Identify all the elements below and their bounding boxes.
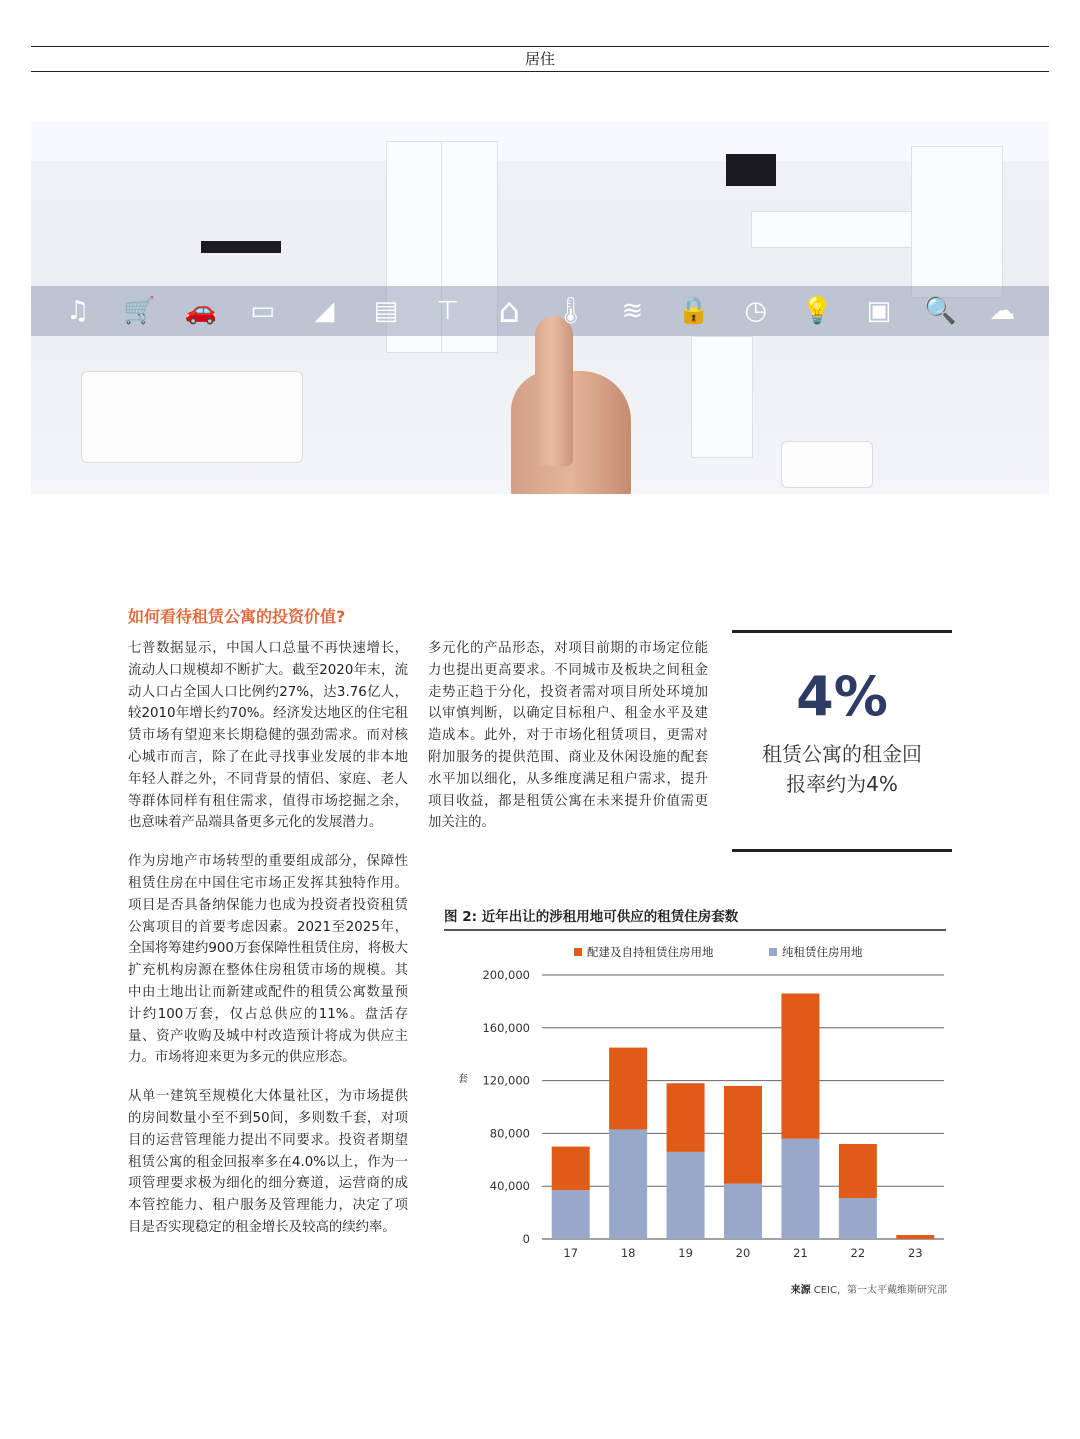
y-tick-label: 80,000 [489,1126,530,1141]
section-title: 居住 [524,50,555,68]
legend-swatch [574,948,582,956]
hero-cabinet [751,211,933,248]
x-tick-label: 17 [563,1246,579,1260]
bar-segment [724,1184,762,1239]
film-icon: ▤ [373,296,399,326]
stat-callout [732,630,952,852]
figure-source [791,1281,947,1296]
faucet-icon: ⊤ [436,296,459,326]
source-label: 来源 [790,1285,811,1296]
washer-icon: ▣ [866,296,892,326]
figure-rule [444,929,946,931]
camera-icon: ◢ [314,296,335,326]
stat-caption [732,739,952,799]
x-tick-label: 22 [850,1246,866,1260]
article-column-2 [428,638,708,851]
x-tick-label: 21 [793,1246,808,1260]
x-tick-label: 20 [735,1246,751,1260]
figure-title: 图 2: 近年出让的涉租用地可供应的租赁住房套数 [444,909,739,925]
paragraph: 作为房地产市场转型的重要组成部分，保障性租赁住房在中国住宅市场正发挥其独特作用。项目是否具备纳保能力也成为投资者投资租赁公寓项目的首要考虑因素。2021至2025年，全国将筹建约900万套保障性租赁住房，将极大扩充机构房源在整体住房租赁市场的规模。其中由土地出让而新建或配件的租赁公寓数量预计约100万套，仅占总供应的11%。盘活存量、资产收购及城中村改造预计将成为供应主力。市场将迎来更为多元的供应形态。 [128,854,408,1066]
y-tick-label: 160,000 [482,1020,530,1035]
stat-value: 4% [796,665,888,728]
x-tick-label: 23 [907,1246,923,1260]
y-tick-label: 40,000 [489,1179,530,1194]
bar-segment [896,1235,934,1239]
home-icon: ⌂ [498,291,520,331]
car-icon: 🚗 [184,296,218,326]
bar-segment [552,1190,590,1239]
y-axis-label: 套 [458,1074,468,1085]
bar-segment [724,1086,762,1184]
hero-shower [691,336,753,458]
bar-segment [552,1147,590,1191]
y-tick-label: 0 [522,1232,530,1246]
cart-icon: 🛒 [123,296,156,326]
lock-icon: 🔒 [677,296,711,326]
hero-cabinet [911,146,1003,298]
article-column-1 [128,638,408,1256]
magnifier-icon: 🔍 [924,296,957,326]
wifi-icon: ≋ [621,296,644,326]
stat-caption-line: 报率约为4% [786,772,898,796]
hero-bathtub [781,441,873,488]
stacked-bar-chart [444,934,948,1274]
source-text: CEIC，第一太平戴维斯研究部 [810,1285,947,1296]
hero-tv [726,154,776,186]
paragraph: 七普数据显示，中国人口总量不再快速增长，流动人口规模却不断扩大。截至2020年末，流动人口占全国人口比例约27%，达3.76亿人，较2010年增长约70%。经济发达地区的住宅租赁市场有望迎来长期稳健的强劲需求。而对核心城市而言，除了在此寻找事业发展的非本地年轻人群之外，不同背景的情侣、家庭、老人等群体同样有租住需求，值得市场挖掘之余，也意味着产品端具备更多元化的发展潜力。 [128,641,408,831]
tv-icon: ▭ [250,296,275,326]
thermometer-icon: 🌡 [554,296,588,326]
bar-segment [667,1083,705,1152]
x-tick-label: 19 [678,1246,693,1260]
legend-label: 配建及自持租赁住房用地 [587,945,714,959]
y-tick-label: 120,000 [482,1073,530,1088]
bar-segment [839,1198,877,1239]
bar-segment [781,1139,819,1239]
bar-segment [667,1152,705,1239]
x-tick-label: 18 [620,1246,636,1260]
bulb-icon: 💡 [801,296,834,326]
paragraph: 多元化的产品形态，对项目前期的市场定位能力也提出更高要求。不同城市及板块之间租金走势正趋于分化，投资者需对项目所处环境加以审慎判断，以确定目标租户、租金水平及建造成本。此外，对于市场化租赁项目，更需对附加服务的提供范围、商业及休闲设施的配套水平加以细化，从多维度满足租户需求，提升项目收益，都是租赁公寓在未来提升价值需更加关注的。 [428,641,708,831]
hero-image [31,121,1049,494]
y-tick-label: 200,000 [482,968,530,982]
bar-segment [609,1129,647,1239]
hero-finger [535,316,573,466]
bar-segment [781,993,819,1138]
cloud-icon: ☁ [989,296,1016,326]
article-heading: 如何看待租赁公寓的投资价值? [128,607,346,626]
section-header [31,46,1049,72]
hero-ceiling [31,121,1049,161]
hero-stove [201,241,281,253]
paragraph: 从单一建筑至规模化大体量社区，为市场提供的房间数量小至不到50间，多则数千套，对项目的运营管理能力提出不同要求。投资者期望租赁公寓的租金回报率多在4.0%以上，作为一项管理要求极为细化的细分赛道，运营商的成本管控能力、租户服务及管理能力，决定了项目是否实现稳定的租金增长及较高的续约率。 [128,1089,408,1235]
legend-swatch [769,948,777,956]
clock-icon: ◷ [744,296,768,326]
stat-caption-line: 租赁公寓的租金回 [762,742,922,766]
bar-segment [609,1048,647,1130]
legend-label: 纯租赁住房用地 [782,945,863,959]
hero-icon-row [31,286,1049,336]
bar-segment [839,1144,877,1198]
hero-bed [81,371,303,463]
music-icon: ♫ [66,296,90,326]
